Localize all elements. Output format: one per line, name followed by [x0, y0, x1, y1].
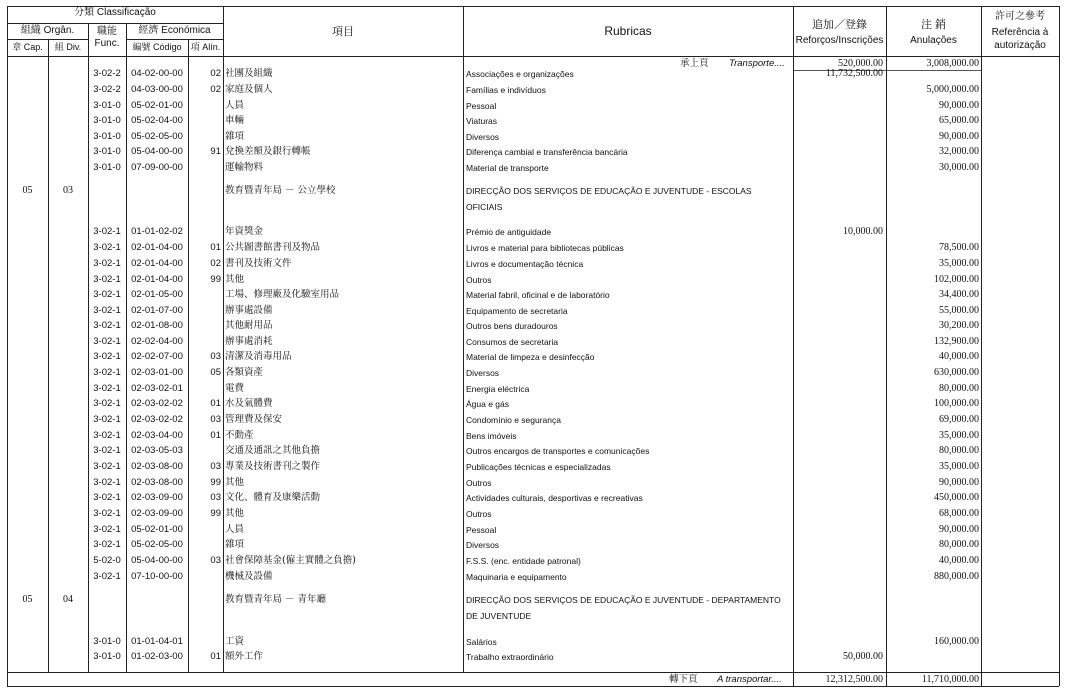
- cell-item-zh: 其他: [225, 274, 245, 285]
- header-items: 項目: [332, 26, 354, 38]
- cell-alin: 03: [210, 555, 221, 566]
- cell-code: 05-04-00-00: [131, 555, 183, 566]
- cell-item-zh: 年資獎金: [225, 226, 264, 237]
- cell-rubrica: Material fabril, oficinal e de laboratório: [466, 290, 610, 300]
- cell-reforcos: 11,732,500.00: [825, 68, 883, 79]
- cell-rubrica: Outros: [466, 275, 492, 285]
- cell-func: 3-02-1: [93, 477, 121, 488]
- cell-code: 02-03-09-00: [131, 508, 183, 519]
- cell-item-zh: 工場、修理廠及化驗室用品: [225, 289, 340, 300]
- cell-rubrica: Pessoal: [466, 525, 497, 535]
- cell-func: 3-02-1: [93, 524, 121, 535]
- cell-item-zh: 文化、體育及康樂活動: [225, 492, 321, 503]
- header-organ: 組織 Orgân.: [20, 25, 75, 36]
- cell-item-zh: 人員: [225, 100, 245, 111]
- cell-item-zh: 不動產: [225, 430, 254, 441]
- cell-rubrica-continued: DE JUVENTUDE: [466, 611, 532, 621]
- cell-rubrica: Diversos: [466, 540, 500, 550]
- header-cap: 章 Cap.: [12, 42, 43, 52]
- cell-rubrica: Publicações técnicas e especializadas: [466, 462, 611, 472]
- cell-anulacoes: 32,000.00: [939, 146, 979, 157]
- cell-anulacoes: 40,000.00: [939, 555, 979, 566]
- cell-rubrica: Livros e documentação técnica: [466, 259, 584, 269]
- cell-func: 3-01-0: [93, 146, 121, 157]
- cell-cap: 05: [22, 185, 33, 196]
- cell-rubrica: Famílias e indivíduos: [466, 85, 546, 95]
- header-reforcos-zh: 追加／登錄: [812, 19, 867, 31]
- cell-item-zh: 公共圖書館書刊及物品: [225, 242, 321, 253]
- cell-anulacoes: 90,000.00: [939, 131, 979, 142]
- cell-item-zh: 額外工作: [225, 651, 264, 662]
- cell-code: 02-03-04-00: [131, 430, 183, 441]
- cell-code: 01-01-04-01: [131, 636, 183, 647]
- cell-code: 04-03-00-00: [131, 84, 183, 95]
- cell-rubrica: Diversos: [466, 132, 500, 142]
- cell-code: 02-01-07-00: [131, 305, 183, 316]
- cell-code: 02-01-04-00: [131, 258, 183, 269]
- cell-anulacoes: 90,000.00: [939, 100, 979, 111]
- cell-alin: 03: [210, 461, 221, 472]
- cell-alin: 01: [210, 398, 221, 409]
- cell-anulacoes: 69,000.00: [939, 414, 979, 425]
- cell-func: 3-02-1: [93, 571, 121, 582]
- cell-func: 3-02-1: [93, 398, 121, 409]
- header-anulacoes-zh: 注 銷: [920, 19, 947, 31]
- cell-rubrica: Actividades culturais, desportivas e recreativas: [466, 493, 643, 503]
- cell-func: 3-02-1: [93, 383, 121, 394]
- cell-alin: 99: [210, 477, 221, 488]
- cell-code: 01-01-02-02: [131, 226, 183, 237]
- cell-code: 02-01-08-00: [131, 320, 183, 331]
- cell-item-zh: 教育暨青年局 － 公立學校: [225, 185, 336, 196]
- cell-anulacoes: 34,400.00: [939, 289, 979, 300]
- cell-item-zh: 家庭及個人: [225, 84, 273, 95]
- cell-func: 3-02-1: [93, 461, 121, 472]
- cell-code: 05-02-01-00: [131, 100, 183, 111]
- cell-anulacoes: 35,000.00: [939, 461, 979, 472]
- cell-item-zh: 其他: [225, 477, 245, 488]
- cell-rubrica: F.S.S. (enc. entidade patronal): [466, 556, 581, 566]
- cell-rubrica: Livros e material para bibliotecas públicas: [466, 243, 624, 253]
- cell-item-zh: 社團及組織: [225, 68, 273, 79]
- cell-rubrica: Equipamento de secretaria: [466, 306, 568, 316]
- cell-item-zh: 機械及設備: [225, 571, 273, 582]
- cell-func: 3-02-2: [93, 84, 121, 95]
- cell-rubrica: Bens imóveis: [466, 431, 517, 441]
- header-ref-zh: 許可之參考: [995, 11, 1045, 22]
- cell-func: 3-02-1: [93, 445, 121, 456]
- cell-anulacoes: 30,200.00: [939, 320, 979, 331]
- cell-item-zh: 人員: [225, 524, 245, 535]
- cell-alin: 03: [210, 492, 221, 503]
- cell-rubrica: Outros: [466, 509, 492, 519]
- cell-func: 3-02-1: [93, 336, 121, 347]
- cell-reforcos: 50,000.00: [843, 651, 883, 662]
- cell-rubrica: Outros bens duradouros: [466, 321, 558, 331]
- cell-item-zh: 水及氣體費: [225, 398, 273, 409]
- cell-rubrica: Material de transporte: [466, 163, 549, 173]
- cell-rubrica: Diferença cambial e transferência bancária: [466, 147, 628, 157]
- cell-rubrica-continued: OFICIAIS: [466, 202, 503, 212]
- transport-out-zh: 轉下頁: [669, 674, 698, 685]
- cell-func: 3-02-1: [93, 351, 121, 362]
- cell-code: 02-03-01-00: [131, 367, 183, 378]
- cell-func: 3-02-1: [93, 414, 121, 425]
- cell-rubrica: Viaturas: [466, 116, 498, 126]
- cell-alin: 02: [210, 84, 221, 95]
- cell-rubrica: Outros encargos de transportes e comunicações: [466, 446, 650, 456]
- cell-anulacoes: 450,000.00: [934, 492, 979, 503]
- cell-code: 05-02-01-00: [131, 524, 183, 535]
- cell-alin: 01: [210, 651, 221, 662]
- cell-rubrica: DIRECÇÃO DOS SERVIÇOS DE EDUCAÇÃO E JUVENTUDE - ESCOLAS: [466, 186, 752, 196]
- transport-in-zh: 承上頁: [680, 58, 709, 69]
- cell-func: 3-02-1: [93, 430, 121, 441]
- cell-anulacoes: 68,000.00: [939, 508, 979, 519]
- transport-out-reforcos: 12,312,500.00: [825, 674, 883, 685]
- cell-item-zh: 辦事處消耗: [225, 336, 273, 347]
- cell-func: 3-02-1: [93, 367, 121, 378]
- header-econ: 經濟 Económica: [138, 25, 211, 36]
- cell-func: 3-02-1: [93, 492, 121, 503]
- cell-func: 3-02-1: [93, 305, 121, 316]
- cell-item-zh: 雜項: [225, 131, 245, 142]
- transport-in-pt: Transporte....: [729, 58, 785, 69]
- cell-anulacoes: 880,000.00: [934, 571, 979, 582]
- cell-item-zh: 清潔及消毒用品: [225, 351, 292, 362]
- header-anulacoes: Anulações: [910, 35, 957, 46]
- cell-code: 01-02-03-00: [131, 651, 183, 662]
- cell-rubrica: Condomínio e segurança: [466, 415, 561, 425]
- cell-anulacoes: 100,000.00: [934, 398, 979, 409]
- cell-func: 3-02-1: [93, 242, 121, 253]
- cell-item-zh: 教育暨青年局 － 青年廳: [225, 594, 327, 605]
- cell-code: 05-02-04-00: [131, 115, 183, 126]
- cell-item-zh: 車輛: [225, 115, 245, 126]
- cell-func: 3-01-0: [93, 115, 121, 126]
- header-codigo: 編號 Código: [132, 42, 182, 52]
- cell-code: 05-02-05-00: [131, 131, 183, 142]
- cell-code: 02-03-02-02: [131, 398, 183, 409]
- cell-anulacoes: 55,000.00: [939, 305, 979, 316]
- cell-rubrica: Pessoal: [466, 101, 497, 111]
- cell-code: 02-02-04-00: [131, 336, 183, 347]
- cell-func: 3-02-1: [93, 258, 121, 269]
- cell-code: 02-03-05-03: [131, 445, 183, 456]
- cell-alin: 91: [210, 146, 221, 157]
- cell-anulacoes: 132,900.00: [934, 336, 979, 347]
- cell-func: 3-02-2: [93, 68, 121, 79]
- transport-out-pt: A transportar....: [717, 674, 782, 685]
- transport-in-reforcos: 520,000.00: [838, 58, 883, 69]
- cell-alin: 03: [210, 414, 221, 425]
- cell-item-zh: 社會保障基金(僱主實體之負擔): [225, 555, 356, 566]
- cell-rubrica: Maquinaria e equipamento: [466, 572, 567, 582]
- cell-rubrica: Energia eléctrica: [466, 384, 530, 394]
- cell-code: 02-03-02-02: [131, 414, 183, 425]
- cell-alin: 02: [210, 68, 221, 79]
- cell-anulacoes: 65,000.00: [939, 115, 979, 126]
- cell-anulacoes: 30,000.00: [939, 162, 979, 173]
- header-reforcos: Reforços/Inscrições: [795, 35, 884, 46]
- cell-func: 3-01-0: [93, 162, 121, 173]
- cell-code: 05-04-00-00: [131, 146, 183, 157]
- cell-code: 02-03-02-01: [131, 383, 183, 394]
- cell-alin: 05: [210, 367, 221, 378]
- cell-anulacoes: 80,000.00: [939, 383, 979, 394]
- cell-cap: 05: [22, 594, 33, 605]
- cell-item-zh: 運輸物料: [225, 162, 264, 173]
- cell-anulacoes: 35,000.00: [939, 430, 979, 441]
- cell-anulacoes: 630,000.00: [934, 367, 979, 378]
- cell-rubrica: Consumos de secretaria: [466, 337, 559, 347]
- cell-func: 3-01-0: [93, 131, 121, 142]
- cell-rubrica: Material de limpeza e desinfecção: [466, 352, 595, 362]
- cell-rubrica: Associações e organizações: [466, 69, 574, 79]
- cell-anulacoes: 40,000.00: [939, 351, 979, 362]
- cell-code: 07-09-00-00: [131, 162, 183, 173]
- cell-rubrica: Trabalho extraordinário: [466, 652, 554, 662]
- cell-anulacoes: 102,000.00: [934, 274, 979, 285]
- cell-rubrica: Água e gás: [466, 399, 510, 409]
- cell-func: 3-01-0: [93, 651, 121, 662]
- cell-anulacoes: 78,500.00: [939, 242, 979, 253]
- cell-item-zh: 雜項: [225, 539, 245, 550]
- cell-func: 3-02-1: [93, 539, 121, 550]
- header-func-zh: 職能: [97, 26, 117, 37]
- cell-anulacoes: 80,000.00: [939, 539, 979, 550]
- header-alin: 項 Alín.: [190, 42, 221, 52]
- cell-func: 3-02-1: [93, 289, 121, 300]
- cell-func: 3-02-1: [93, 508, 121, 519]
- cell-code: 05-02-05-00: [131, 539, 183, 550]
- cell-alin: 03: [210, 351, 221, 362]
- cell-anulacoes: 90,000.00: [939, 524, 979, 535]
- cell-item-zh: 交通及通訊之其他負擔: [225, 445, 321, 456]
- cell-code: 02-01-04-00: [131, 274, 183, 285]
- transport-out-anulacoes: 11,710,000.00: [921, 674, 979, 685]
- cell-anulacoes: 35,000.00: [939, 258, 979, 269]
- cell-code: 07-10-00-00: [131, 571, 183, 582]
- cell-code: 02-03-08-00: [131, 477, 183, 488]
- cell-item-zh: 電費: [225, 383, 245, 394]
- cell-anulacoes: 5,000,000.00: [926, 84, 979, 95]
- cell-alin: 99: [210, 274, 221, 285]
- header-func: Func.: [94, 38, 120, 49]
- header-rubricas: Rubricas: [604, 24, 652, 38]
- header-ref-2: autorização: [994, 40, 1046, 51]
- cell-rubrica: Salários: [466, 637, 497, 647]
- cell-anulacoes: 160,000.00: [934, 636, 979, 647]
- header-ref-1: Referência à: [991, 27, 1049, 38]
- header-classificacao: 分類 Classificação: [74, 7, 156, 18]
- cell-code: 02-01-05-00: [131, 289, 183, 300]
- cell-item-zh: 各類資產: [225, 367, 264, 378]
- cell-func: 5-02-0: [93, 555, 121, 566]
- cell-item-zh: 專業及技術書刊之製作: [225, 461, 321, 472]
- cell-func: 3-01-0: [93, 100, 121, 111]
- cell-func: 3-02-1: [93, 320, 121, 331]
- cell-code: 02-03-08-00: [131, 461, 183, 472]
- cell-reforcos: 10,000.00: [843, 226, 883, 237]
- cell-item-zh: 管理費及保安: [225, 414, 283, 425]
- cell-code: 02-01-04-00: [131, 242, 183, 253]
- cell-anulacoes: 90,000.00: [939, 477, 979, 488]
- cell-rubrica: Diversos: [466, 368, 500, 378]
- cell-item-zh: 工資: [225, 636, 245, 647]
- cell-rubrica: Prémio de antiguidade: [466, 227, 552, 237]
- cell-item-zh: 其他耐用品: [225, 320, 273, 331]
- transport-in-anulacoes: 3,008,000.00: [926, 58, 979, 69]
- cell-func: 3-01-0: [93, 636, 121, 647]
- cell-func: 3-02-1: [93, 274, 121, 285]
- cell-item-zh: 兌換差額及銀行轉帳: [225, 146, 311, 157]
- cell-rubrica: Outros: [466, 478, 492, 488]
- cell-code: 04-02-00-00: [131, 68, 183, 79]
- cell-item-zh: 辦事處設備: [225, 305, 273, 316]
- cell-code: 02-02-07-00: [131, 351, 183, 362]
- cell-alin: 02: [210, 258, 221, 269]
- cell-alin: 99: [210, 508, 221, 519]
- cell-alin: 01: [210, 430, 221, 441]
- cell-div: 04: [63, 594, 73, 605]
- cell-anulacoes: 80,000.00: [939, 445, 979, 456]
- cell-item-zh: 書刊及技術文件: [225, 258, 292, 269]
- header-div: 組 Div.: [54, 42, 82, 52]
- cell-alin: 01: [210, 242, 221, 253]
- cell-code: 02-03-09-00: [131, 492, 183, 503]
- cell-rubrica: DIRECÇÃO DOS SERVIÇOS DE EDUCAÇÃO E JUVENTUDE - DEPARTAMENTO: [466, 595, 781, 605]
- cell-func: 3-02-1: [93, 226, 121, 237]
- cell-item-zh: 其他: [225, 508, 245, 519]
- cell-div: 03: [63, 185, 73, 196]
